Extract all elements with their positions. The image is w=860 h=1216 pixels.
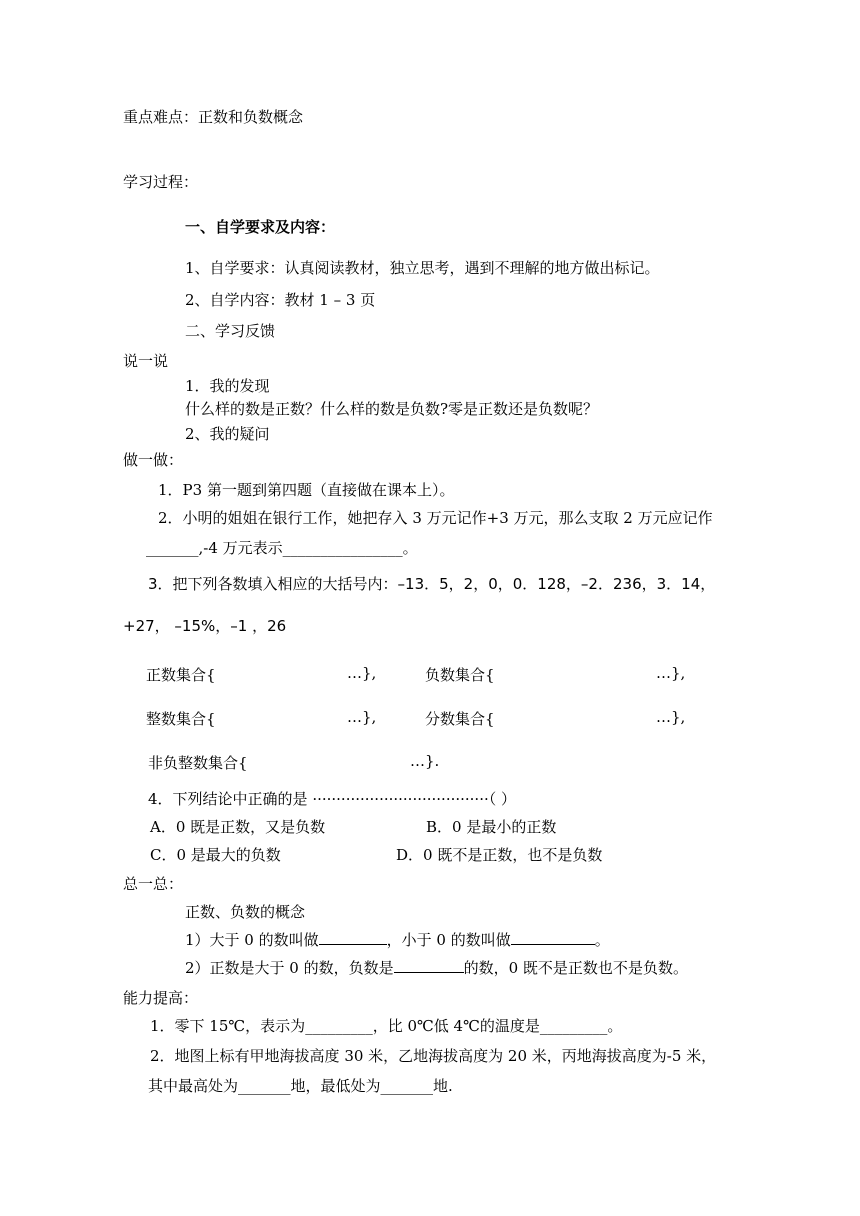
q4-option-d: D．0 既不是正数，也不是负数: [396, 846, 603, 864]
answer-blank: [394, 958, 464, 973]
summary-concept: 正数、负数的概念: [185, 903, 306, 921]
blank: _______: [238, 1077, 291, 1095]
do-q1: 1．P3 第一题到第四题（直接做在课本上）。: [158, 481, 455, 499]
negative-set-label: 负数集合{: [425, 666, 495, 684]
nonneg-integer-set-close: …}.: [410, 752, 440, 770]
process-title: 学习过程：: [123, 173, 199, 191]
section1-item1: 1、自学要求：认真阅读教材，独立思考，遇到不理解的地方做出标记。: [185, 259, 660, 277]
do-q2-line2: [146, 538, 418, 558]
q2-end: 。: [402, 539, 418, 557]
do-q4: 4．下列结论中正确的是 ·····································（ ）: [148, 790, 516, 808]
answer-blank: [319, 930, 387, 945]
summary-s1: [185, 930, 610, 950]
fraction-set-close: …},: [656, 708, 686, 726]
nonneg-integer-set-label: 非负整数集合{: [148, 754, 248, 772]
blank: _________: [305, 1017, 373, 1035]
q2-text: ,-4 万元表示: [198, 539, 283, 557]
blank: _______: [146, 539, 199, 557]
s1-text-b: ，小于 0 的数叫做: [386, 931, 511, 949]
say-item2: 2、我的疑问: [185, 425, 270, 443]
ability-q2-line1: 2．地图上标有甲地海拔高度 30 米，乙地海拔高度为 20 米，丙地海拔高度为-5 米，: [150, 1047, 717, 1065]
aq1-text-c: ，比 0℃低 4℃的温度是: [372, 1017, 540, 1035]
aq2-text-a: 其中最高处为: [148, 1077, 239, 1095]
section2-title: 二、学习反馈: [185, 322, 276, 340]
blank: ________________: [282, 539, 403, 557]
summary-title: 总一总：: [123, 875, 184, 893]
ability-q1: [150, 1016, 622, 1036]
do-q3-line1: 3．把下列各数填入相应的大括号内：–13．5，2，0，0．128，–2．236，3．14，: [148, 575, 716, 593]
positive-set-label: 正数集合{: [146, 666, 216, 684]
s2-text-a: 2）正数是大于 0 的数，负数是: [185, 959, 394, 977]
q4-option-a: A．0 既是正数，又是负数: [150, 818, 326, 836]
say-title: 说一说: [123, 352, 169, 370]
blank: _________: [539, 1017, 608, 1035]
q4-option-c: C．0 是最大的负数: [150, 846, 281, 864]
s2-text-b: 的数，0 既不是正数也不是负数。: [463, 959, 688, 977]
integer-set-label: 整数集合{: [146, 710, 216, 728]
do-title: 做一做：: [123, 451, 184, 469]
ability-title: 能力提高：: [123, 989, 199, 1007]
q4-option-b: B．0 是最小的正数: [426, 818, 557, 836]
fraction-set-label: 分数集合{: [425, 710, 495, 728]
summary-s2: [185, 958, 688, 978]
s1-text-a: 1）大于 0 的数叫做: [185, 931, 319, 949]
aq2-text-e: 地.: [433, 1077, 453, 1095]
integer-set-close: …},: [347, 708, 377, 726]
say-question: 什么样的数是正数？什么样的数是负数?零是正数还是负数呢？: [185, 400, 599, 418]
do-q2-line1: 2．小明的姐姐在银行工作，她把存入 3 万元记作+3 万元，那么支取 2 万元应记作: [158, 509, 713, 527]
negative-set-close: …},: [656, 664, 686, 682]
s1-text-c: 。: [594, 931, 610, 949]
section1-title: 一、自学要求及内容：: [185, 218, 336, 236]
aq1-text-e: 。: [607, 1017, 623, 1035]
section1-item2: 2、自学内容：教材 1 – 3 页: [185, 291, 376, 309]
ability-q2-line2: [148, 1076, 453, 1096]
aq1-text-a: 1．零下 15℃，表示为: [150, 1017, 306, 1035]
answer-blank: [511, 930, 595, 945]
blank: _______: [380, 1077, 434, 1095]
say-item1: 1．我的发现: [185, 377, 270, 395]
do-q3-line2: +27， –15%，–1 ，26: [123, 617, 287, 635]
aq2-text-c: 地，最低处为: [290, 1077, 381, 1095]
positive-set-close: …},: [347, 664, 377, 682]
key-points: 重点难点：正数和负数概念: [123, 108, 304, 126]
